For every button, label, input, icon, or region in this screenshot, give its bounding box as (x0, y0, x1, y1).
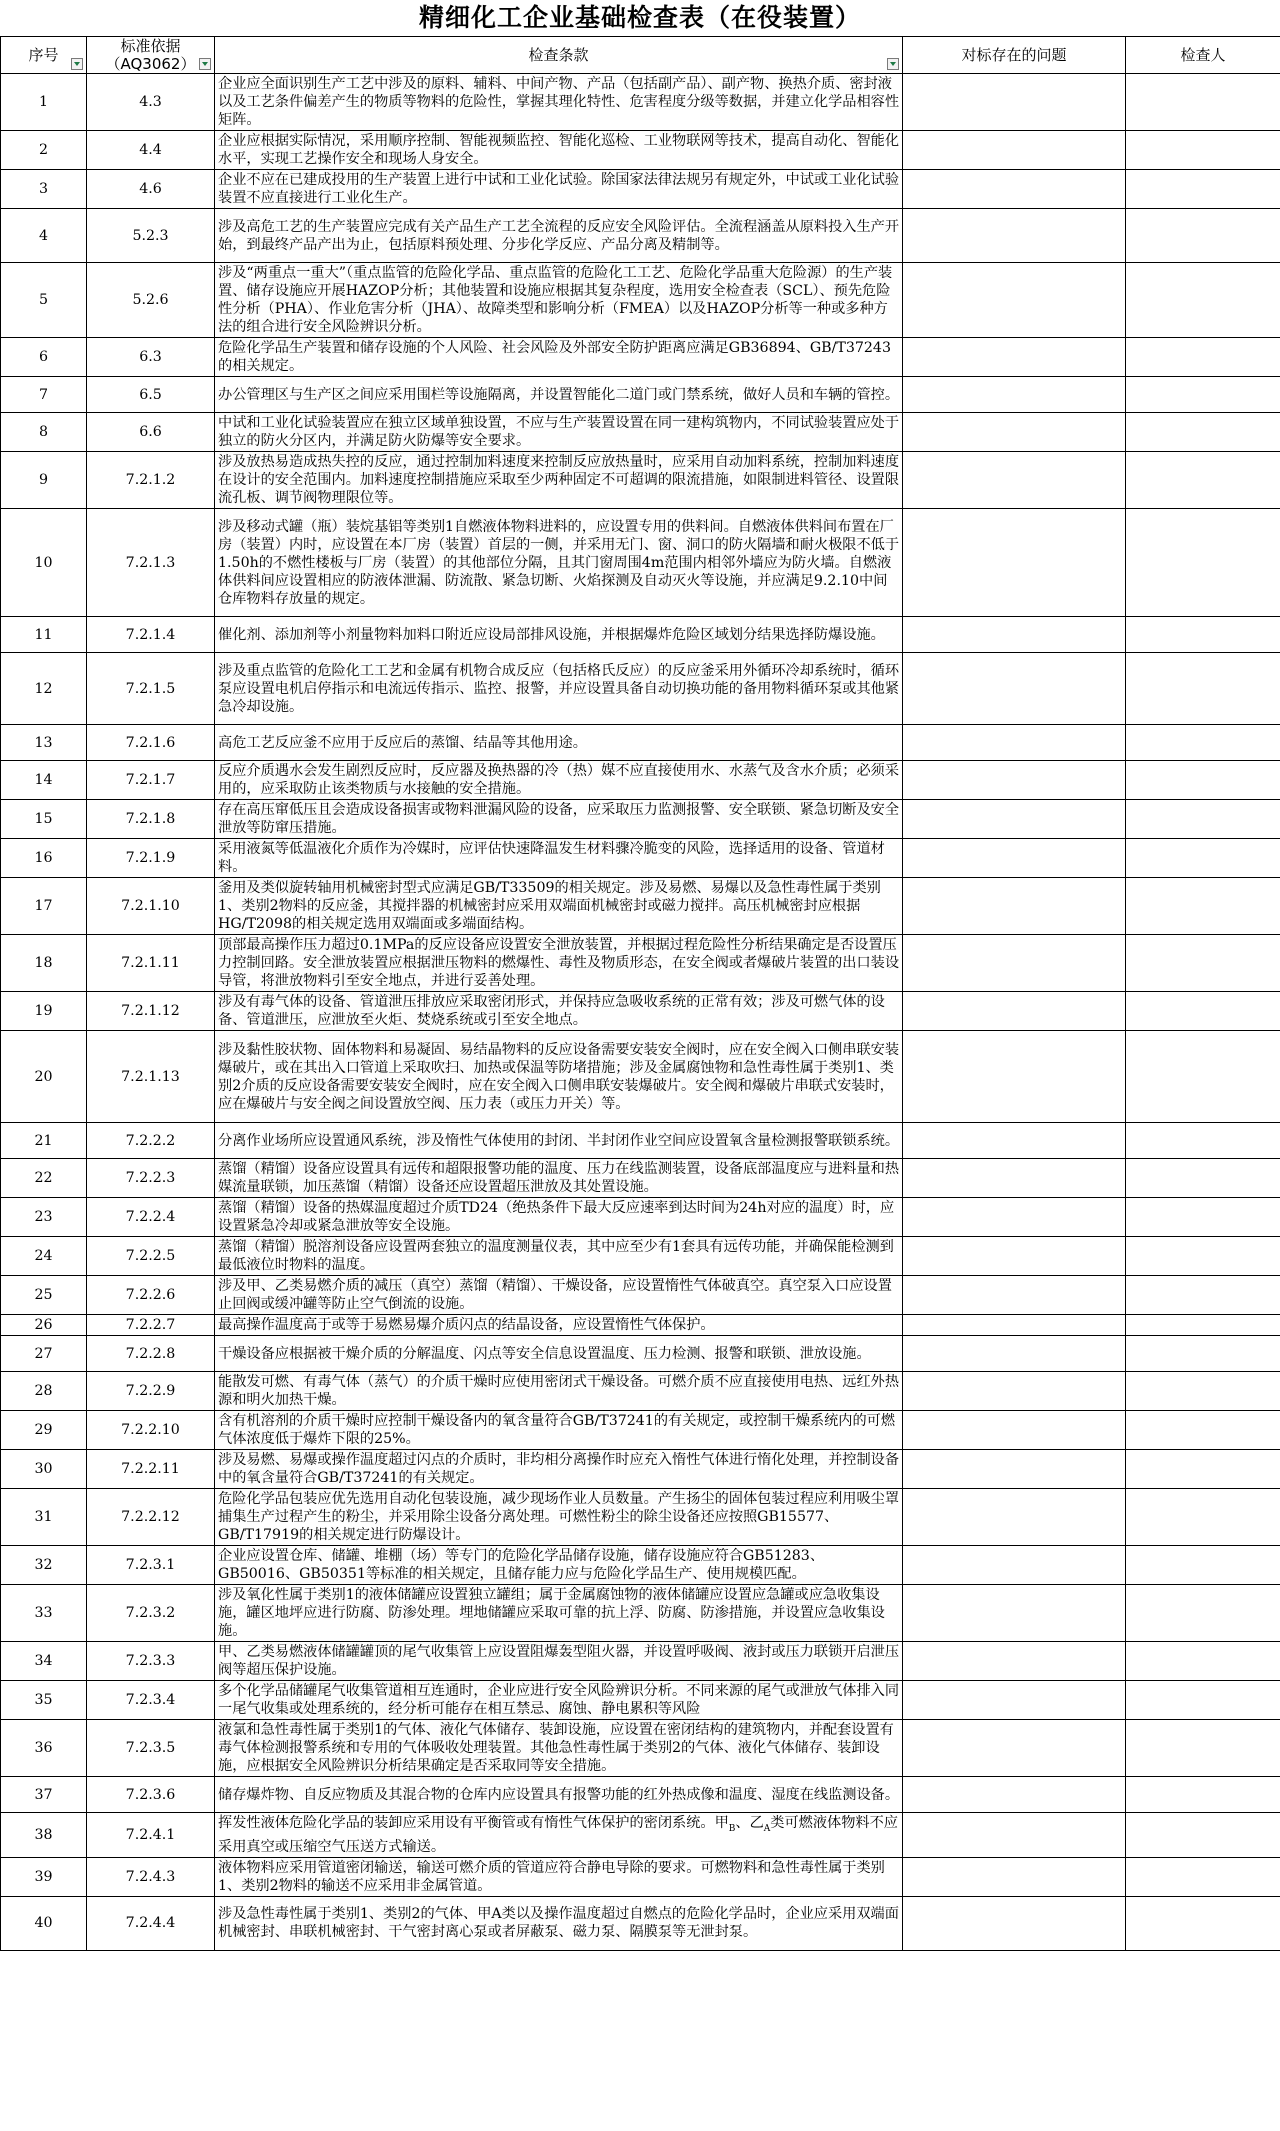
table-row (1, 1585, 1280, 1642)
issue-input-cell[interactable] (903, 1489, 1126, 1546)
clause-text-cell: 高危工艺反应釜不应用于反应后的蒸馏、结晶等其他用途。 (215, 725, 903, 761)
issue-input-cell[interactable] (903, 1546, 1126, 1585)
standard-ref-cell: 7.2.2.5 (87, 1237, 215, 1276)
row-number-cell: 31 (1, 1489, 87, 1546)
clause-text-cell: 企业不应在已建成投用的生产装置上进行中试和工业化试验。除国家法律法规另有规定外，中试或工业化试验装置不应直接进行工业化生产。 (215, 170, 903, 209)
issue-input-cell[interactable] (903, 1031, 1126, 1123)
checker-input-cell[interactable] (1126, 74, 1280, 131)
row-number-cell: 19 (1, 992, 87, 1031)
issue-input-cell[interactable] (903, 761, 1126, 800)
checker-input-cell[interactable] (1126, 1777, 1280, 1813)
issue-input-cell[interactable] (903, 209, 1126, 263)
checker-input-cell[interactable] (1126, 413, 1280, 452)
row-number-cell: 29 (1, 1411, 87, 1450)
checker-input-cell[interactable] (1126, 1585, 1280, 1642)
issue-input-cell[interactable] (903, 935, 1126, 992)
standard-ref-cell: 7.2.1.6 (87, 725, 215, 761)
standard-ref-cell: 7.2.4.3 (87, 1857, 215, 1896)
issue-input-cell[interactable] (903, 452, 1126, 509)
checker-input-cell[interactable] (1126, 1896, 1280, 1950)
clause-text-cell: 顶部最高操作压力超过0.1MPa的反应设备应设置安全泄放装置，并根据过程危险性分析结果确定是否设置压力控制回路。安全泄放装置应根据泄压物料的燃爆性、毒性及物质形态，在安全阀或者爆破片装置的出口装设导管，将泄放物料引至安全地点，并进行妥善处理。 (215, 935, 903, 992)
standard-ref-cell: 7.2.2.7 (87, 1315, 215, 1336)
standard-ref-cell: 4.6 (87, 170, 215, 209)
issue-input-cell[interactable] (903, 1123, 1126, 1159)
checker-input-cell[interactable] (1126, 935, 1280, 992)
checker-input-cell[interactable] (1126, 1276, 1280, 1315)
table-row (1, 1720, 1280, 1777)
clause-text-cell: 干燥设备应根据被干燥介质的分解温度、闪点等安全信息设置温度、压力检测、报警和联锁、泄放设施。 (215, 1336, 903, 1372)
standard-ref-cell: 7.2.2.3 (87, 1159, 215, 1198)
row-number-cell: 2 (1, 131, 87, 170)
table-row (1, 1276, 1280, 1315)
standard-ref-cell: 7.2.1.5 (87, 653, 215, 725)
header-standard-label: 标准依据 （AQ3062） (105, 37, 196, 73)
issue-input-cell[interactable] (903, 1813, 1126, 1858)
clause-text-cell: 分离作业场所应设置通风系统，涉及惰性气体使用的封闭、半封闭作业空间应设置氧含量检测报警联锁系统。 (215, 1123, 903, 1159)
checker-input-cell[interactable] (1126, 1315, 1280, 1336)
standard-ref-cell: 7.2.3.5 (87, 1720, 215, 1777)
issue-input-cell[interactable] (903, 170, 1126, 209)
standard-ref-cell: 7.2.2.4 (87, 1198, 215, 1237)
standard-ref-cell: 5.2.6 (87, 263, 215, 338)
clause-text-cell: 涉及有毒气体的设备、管道泄压排放应采取密闭形式，并保持应急吸收系统的正常有效；涉及可燃气体的设备、管道泄压，应泄放至火炬、焚烧系统或引至安全地点。 (215, 992, 903, 1031)
checker-input-cell[interactable] (1126, 1372, 1280, 1411)
inspection-table (0, 36, 1280, 1951)
issue-input-cell[interactable] (903, 1237, 1126, 1276)
table-row (1, 263, 1280, 338)
header-checker-label: 检查人 (1180, 46, 1226, 64)
clause-text-cell: 涉及甲、乙类易燃介质的减压（真空）蒸馏（精馏）、干燥设备，应设置惰性气体破真空。真空泵入口应设置止回阀或缓冲罐等防止空气倒流的设施。 (215, 1276, 903, 1315)
table-row (1, 1489, 1280, 1546)
clause-text-cell: 储存爆炸物、自反应物质及其混合物的仓库内应设置具有报警功能的红外热成像和温度、湿度在线监测设备。 (215, 1777, 903, 1813)
clause-text-cell: 最高操作温度高于或等于易燃易爆介质闪点的结晶设备，应设置惰性气体保护。 (215, 1315, 903, 1336)
table-row (1, 1372, 1280, 1411)
row-number-cell: 4 (1, 209, 87, 263)
issue-input-cell[interactable] (903, 1681, 1126, 1720)
issue-input-cell[interactable] (903, 263, 1126, 338)
row-number-cell: 9 (1, 452, 87, 509)
checker-input-cell[interactable] (1126, 1546, 1280, 1585)
header-standard[interactable] (87, 37, 215, 74)
subscript: A (763, 1823, 771, 1834)
filter-dropdown-icon[interactable] (887, 58, 899, 70)
row-number-cell: 18 (1, 935, 87, 992)
table-row (1, 1857, 1280, 1896)
issue-input-cell[interactable] (903, 1336, 1126, 1372)
standard-ref-cell: 7.2.2.12 (87, 1489, 215, 1546)
checker-input-cell[interactable] (1126, 1450, 1280, 1489)
standard-ref-cell: 4.4 (87, 131, 215, 170)
standard-ref-cell: 7.2.1.13 (87, 1031, 215, 1123)
clause-text-cell: 反应介质遇水会发生剧烈反应时，反应器及换热器的冷（热）媒不应直接使用水、水蒸气及含水介质；必须采用的，应采取防止该类物质与水接触的安全措施。 (215, 761, 903, 800)
issue-input-cell[interactable] (903, 413, 1126, 452)
standard-ref-cell: 7.2.3.2 (87, 1585, 215, 1642)
clause-text-cell: 涉及急性毒性属于类别1、类别2的气体、甲A类以及操作温度超过自燃点的危险化学品时，企业应采用双端面机械密封、串联机械密封、干气密封离心泵或者屏蔽泵、磁力泵、隔膜泵等无泄封泵。 (215, 1896, 903, 1950)
checker-input-cell[interactable] (1126, 1198, 1280, 1237)
checker-input-cell[interactable] (1126, 839, 1280, 878)
checker-input-cell[interactable] (1126, 1123, 1280, 1159)
standard-ref-cell: 7.2.1.10 (87, 878, 215, 935)
standard-ref-cell: 6.5 (87, 377, 215, 413)
row-number-cell: 39 (1, 1857, 87, 1896)
table-row (1, 1896, 1280, 1950)
checker-input-cell[interactable] (1126, 338, 1280, 377)
table-row (1, 1411, 1280, 1450)
issue-input-cell[interactable] (903, 1585, 1126, 1642)
clause-text-cell: 采用液氮等低温液化介质作为冷媒时，应评估快速降温发生材料骤冷脆变的风险，选择适用的设备、管道材料。 (215, 839, 903, 878)
page-title: 精细化工企业基础检查表（在役装置） (418, 3, 861, 32)
checker-input-cell[interactable] (1126, 452, 1280, 509)
standard-ref-cell: 6.6 (87, 413, 215, 452)
issue-input-cell[interactable] (903, 1777, 1126, 1813)
filter-dropdown-icon[interactable] (199, 58, 211, 70)
standard-ref-cell: 7.2.1.2 (87, 452, 215, 509)
clause-text-cell: 蒸馏（精馏）脱溶剂设备应设置两套独立的温度测量仪表，其中应至少有1套具有远传功能，并确保能检测到最低液位时物料的温度。 (215, 1237, 903, 1276)
standard-ref-cell: 7.2.1.7 (87, 761, 215, 800)
clause-text-cell: 涉及高危工艺的生产装置应完成有关产品生产工艺全流程的反应安全风险评估。全流程涵盖从原料投入生产开始，到最终产品产出为止，包括原料预处理、分步化学反应、产品分离及精制等。 (215, 209, 903, 263)
checker-input-cell[interactable] (1126, 1813, 1280, 1858)
row-number-cell: 36 (1, 1720, 87, 1777)
table-row (1, 131, 1280, 170)
checker-input-cell[interactable] (1126, 1857, 1280, 1896)
table-row (1, 209, 1280, 263)
issue-input-cell[interactable] (903, 653, 1126, 725)
row-number-cell: 6 (1, 338, 87, 377)
row-number-cell: 15 (1, 800, 87, 839)
issue-input-cell[interactable] (903, 74, 1126, 131)
issue-input-cell[interactable] (903, 1450, 1126, 1489)
row-number-cell: 28 (1, 1372, 87, 1411)
row-number-cell: 1 (1, 74, 87, 131)
checker-input-cell[interactable] (1126, 1489, 1280, 1546)
issue-input-cell[interactable] (903, 1857, 1126, 1896)
row-number-cell: 35 (1, 1681, 87, 1720)
checker-input-cell[interactable] (1126, 131, 1280, 170)
issue-input-cell[interactable] (903, 1411, 1126, 1450)
standard-ref-cell: 7.2.1.4 (87, 617, 215, 653)
issue-input-cell[interactable] (903, 338, 1126, 377)
standard-ref-cell: 7.2.3.4 (87, 1681, 215, 1720)
standard-ref-cell: 4.3 (87, 74, 215, 131)
row-number-cell: 40 (1, 1896, 87, 1950)
checker-input-cell[interactable] (1126, 1031, 1280, 1123)
standard-ref-cell: 7.2.3.3 (87, 1642, 215, 1681)
issue-input-cell[interactable] (903, 1276, 1126, 1315)
standard-ref-cell: 5.2.3 (87, 209, 215, 263)
checker-input-cell[interactable] (1126, 377, 1280, 413)
table-row (1, 992, 1280, 1031)
clause-text-cell: 企业应设置仓库、储罐、堆棚（场）等专门的危险化学品储存设施，储存设施应符合GB51283、GB50016、GB50351等标准的相关规定，且储存能力应与危险化学品生产、使用规模匹配。 (215, 1546, 903, 1585)
header-row (1, 37, 1280, 74)
row-number-cell: 30 (1, 1450, 87, 1489)
header-clause[interactable] (215, 37, 903, 74)
issue-input-cell[interactable] (903, 1372, 1126, 1411)
clause-text-cell: 企业应根据实际情况，采用顺序控制、智能视频监控、智能化巡检、工业物联网等技术，提高自动化、智能化水平，实现工艺操作安全和现场人身安全。 (215, 131, 903, 170)
clause-text-cell: 办公管理区与生产区之间应采用围栏等设施隔离，并设置智能化二道门或门禁系统，做好人员和车辆的管控。 (215, 377, 903, 413)
standard-ref-cell: 7.2.2.11 (87, 1450, 215, 1489)
clause-text-cell: 多个化学品储罐尾气收集管道相互连通时，企业应进行安全风险辨识分析。不同来源的尾气或泄放气体排入同一尾气收集或处理系统的，经分析可能存在相互禁忌、腐蚀、静电累积等风险 (215, 1681, 903, 1720)
table-row (1, 1031, 1280, 1123)
standard-ref-cell: 7.2.2.9 (87, 1372, 215, 1411)
clause-text-cell: 中试和工业化试验装置应在独立区域单独设置，不应与生产装置设置在同一建构筑物内，不同试验装置应处于独立的防火分区内，并满足防火防爆等安全要求。 (215, 413, 903, 452)
clause-text-cell: 甲、乙类易燃液体储罐罐顶的尾气收集管上应设置阻爆轰型阻火器，并设置呼吸阀、液封或压力联锁开启泄压阀等超压保护设施。 (215, 1642, 903, 1681)
header-no-label: 序号 (28, 46, 59, 64)
clause-text-cell: 催化剂、添加剂等小剂量物料加料口附近应设局部排风设施，并根据爆炸危险区域划分结果选择防爆设施。 (215, 617, 903, 653)
issue-input-cell[interactable] (903, 878, 1126, 935)
standard-ref-cell: 7.2.1.3 (87, 509, 215, 617)
clause-text-cell: 涉及重点监管的危险化工工艺和金属有机物合成反应（包括格氏反应）的反应釜采用外循环冷却系统时，循环泵应设置电机启停指示和电流远传指示、监控、报警，并应设置具备自动切换功能的备用物料循环泵或其他紧急冷却设施。 (215, 653, 903, 725)
issue-input-cell[interactable] (903, 1642, 1126, 1681)
standard-ref-cell: 7.2.1.9 (87, 839, 215, 878)
standard-ref-cell: 7.2.1.12 (87, 992, 215, 1031)
clause-text-cell: 液体物料应采用管道密闭输送，输送可燃介质的管道应符合静电导除的要求。可燃物料和急性毒性属于类别1、类别2物料的输送不应采用非金属管道。 (215, 1857, 903, 1896)
row-number-cell: 16 (1, 839, 87, 878)
clause-text-cell: 蒸馏（精馏）设备的热媒温度超过介质TD24（绝热条件下最大反应速率到达时间为24h对应的温度）时，应设置紧急冷却或紧急泄放等安全设施。 (215, 1198, 903, 1237)
clause-text-cell: 液氯和急性毒性属于类别1的气体、液化气体储存、装卸设施，应设置在密闭结构的建筑物内，并配套设置有毒气体检测报警系统和专用的气体吸收处理装置。其他急性毒性属于类别2的气体、液化气体储存、装卸设施，应根据安全风险辨识分析结果确定是否采取同等安全措施。 (215, 1720, 903, 1777)
header-issue (903, 37, 1126, 74)
standard-ref-cell: 7.2.4.1 (87, 1813, 215, 1858)
row-number-cell: 5 (1, 263, 87, 338)
table-body (1, 74, 1280, 1951)
table-row (1, 1315, 1280, 1336)
issue-input-cell[interactable] (903, 1315, 1126, 1336)
row-number-cell: 23 (1, 1198, 87, 1237)
clause-text-cell: 危险化学品包装应优先选用自动化包装设施，减少现场作业人员数量。产生扬尘的固体包装过程应利用吸尘罩捕集生产过程产生的粉尘，并采用除尘设备分离处理。可燃性粉尘的除尘设备还应按照GB15577、GB/T17919的相关规定进行防爆设计。 (215, 1489, 903, 1546)
row-number-cell: 24 (1, 1237, 87, 1276)
table-row (1, 1450, 1280, 1489)
checker-input-cell[interactable] (1126, 1336, 1280, 1372)
table-row (1, 74, 1280, 131)
standard-ref-cell: 7.2.3.6 (87, 1777, 215, 1813)
issue-input-cell[interactable] (903, 1720, 1126, 1777)
header-checker (1126, 37, 1280, 74)
checker-input-cell[interactable] (1126, 992, 1280, 1031)
row-number-cell: 11 (1, 617, 87, 653)
table-row (1, 377, 1280, 413)
row-number-cell: 3 (1, 170, 87, 209)
checker-input-cell[interactable] (1126, 617, 1280, 653)
row-number-cell: 21 (1, 1123, 87, 1159)
row-number-cell: 32 (1, 1546, 87, 1585)
issue-input-cell[interactable] (903, 617, 1126, 653)
clause-text-cell: 釜用及类似旋转轴用机械密封型式应满足GB/T33509的相关规定。涉及易燃、易爆以及急性毒性属于类别1、类别2物料的反应釜，其搅拌器的机械密封应采用双端面机械密封或磁力搅拌。高压机械密封应根据HG/T2098的相关规定选用双端面或多端面结构。 (215, 878, 903, 935)
table-row (1, 1681, 1280, 1720)
checker-input-cell[interactable] (1126, 1159, 1280, 1198)
table-row (1, 800, 1280, 839)
table-row (1, 1777, 1280, 1813)
checker-input-cell[interactable] (1126, 1681, 1280, 1720)
row-number-cell: 12 (1, 653, 87, 725)
table-row (1, 413, 1280, 452)
standard-ref-cell: 7.2.3.1 (87, 1546, 215, 1585)
filter-dropdown-icon[interactable] (71, 58, 83, 70)
standard-ref-cell: 6.3 (87, 338, 215, 377)
checker-input-cell[interactable] (1126, 878, 1280, 935)
table-row (1, 1123, 1280, 1159)
row-number-cell: 10 (1, 509, 87, 617)
checker-input-cell[interactable] (1126, 1642, 1280, 1681)
row-number-cell: 22 (1, 1159, 87, 1198)
clause-text-cell: 企业应全面识别生产工艺中涉及的原料、辅料、中间产物、产品（包括副产品）、副产物、换热介质、密封液以及工艺条件偏差产生的物质等物料的危险性，掌握其理化特性、危害程度分级等数据，并建立化学品相容性矩阵。 (215, 74, 903, 131)
checker-input-cell[interactable] (1126, 653, 1280, 725)
header-issue-label: 对标存在的问题 (961, 46, 1067, 64)
issue-input-cell[interactable] (903, 725, 1126, 761)
table-row (1, 1237, 1280, 1276)
issue-input-cell[interactable] (903, 131, 1126, 170)
clause-text-cell: 含有机溶剂的介质干燥时应控制干燥设备内的氧含量符合GB/T37241的有关规定，或控制干燥系统内的可燃气体浓度低于爆炸下限的25%。 (215, 1411, 903, 1450)
table-row (1, 935, 1280, 992)
table-row (1, 878, 1280, 935)
table-row (1, 1642, 1280, 1681)
issue-input-cell[interactable] (903, 992, 1126, 1031)
table-row (1, 1336, 1280, 1372)
standard-ref-cell: 7.2.1.11 (87, 935, 215, 992)
table-row (1, 653, 1280, 725)
row-number-cell: 25 (1, 1276, 87, 1315)
clause-text-cell: 危险化学品生产装置和储存设施的个人风险、社会风险及外部安全防护距离应满足GB36894、GB/T37243的相关规定。 (215, 338, 903, 377)
checker-input-cell[interactable] (1126, 1720, 1280, 1777)
clause-text-cell: 涉及放热易造成热失控的反应，通过控制加料速度来控制反应放热量时，应采用自动加料系统，控制加料速度在设计的安全范围内。加料速度控制措施应采取至少两种固定不可超调的限流措施，如限制进料管径、设置限流孔板、调节阀物理限位等。 (215, 452, 903, 509)
row-number-cell: 27 (1, 1336, 87, 1372)
table-row (1, 1198, 1280, 1237)
row-number-cell: 38 (1, 1813, 87, 1858)
issue-input-cell[interactable] (903, 1159, 1126, 1198)
checker-input-cell[interactable] (1126, 800, 1280, 839)
row-number-cell: 26 (1, 1315, 87, 1336)
table-row (1, 725, 1280, 761)
issue-input-cell[interactable] (903, 800, 1126, 839)
clause-text-cell: 涉及易燃、易爆或操作温度超过闪点的介质时，非均相分离操作时应充入惰性气体进行惰化处理，并控制设备中的氧含量符合GB/T37241的有关规定。 (215, 1450, 903, 1489)
checker-input-cell[interactable] (1126, 1411, 1280, 1450)
table-row (1, 839, 1280, 878)
issue-input-cell[interactable] (903, 509, 1126, 617)
standard-ref-cell: 7.2.4.4 (87, 1896, 215, 1950)
table-row (1, 1159, 1280, 1198)
table-row (1, 338, 1280, 377)
row-number-cell: 33 (1, 1585, 87, 1642)
table-row (1, 509, 1280, 617)
checker-input-cell[interactable] (1126, 209, 1280, 263)
clause-text-cell: 蒸馏（精馏）设备应设置具有远传和超限报警功能的温度、压力在线监测装置，设备底部温度应与进料量和热媒流量联锁，加压蒸馏（精馏）设备还应设置超压泄放及其处置设施。 (215, 1159, 903, 1198)
checker-input-cell[interactable] (1126, 761, 1280, 800)
checker-input-cell[interactable] (1126, 1237, 1280, 1276)
row-number-cell: 7 (1, 377, 87, 413)
standard-ref-cell: 7.2.2.10 (87, 1411, 215, 1450)
issue-input-cell[interactable] (903, 377, 1126, 413)
clause-text-cell: 涉及移动式罐（瓶）装烷基铝等类别1自燃液体物料进料的，应设置专用的供料间。自燃液体供料间布置在厂房（装置）内时，应设置在本厂房（装置）首层的一侧，并采用无门、窗、洞口的防火隔墙和耐火极限不低于1.50h的不燃性楼板与厂房（装置）的其他部位分隔，且其门窗周围4m范围内相邻外墙应为防火墙。自燃液体供料间应设置相应的防液体泄漏、防流散、紧急切断、火焰探测及自动灭火等设施，并应满足9.2.10中间仓库物料存放量的规定。 (215, 509, 903, 617)
row-number-cell: 17 (1, 878, 87, 935)
subscript: B (728, 1823, 736, 1834)
standard-ref-cell: 7.2.2.2 (87, 1123, 215, 1159)
header-no[interactable] (1, 37, 87, 74)
clause-text-cell: 涉及氧化性属于类别1的液体储罐应设置独立罐组；属于金属腐蚀物的液体储罐应设置应急罐或应急收集设施，罐区地坪应进行防腐、防渗处理。埋地储罐应采取可靠的抗上浮、防腐、防渗措施，并设置应急收集设施。 (215, 1585, 903, 1642)
checker-input-cell[interactable] (1126, 170, 1280, 209)
header-clause-label: 检查条款 (528, 46, 589, 64)
table-row (1, 452, 1280, 509)
clause-text-cell: 涉及黏性胶状物、固体物料和易凝固、易结晶物料的反应设备需要安装安全阀时，应在安全阀入口侧串联安装爆破片，或在其出入口管道上采取吹扫、加热或保温等防堵措施；涉及金属腐蚀物和急性毒性属于类别1、类别2介质的反应设备需要安装安全阀时，应在安全阀入口侧串联安装爆破片。安全阀和爆破片串联式安装时，应在爆破片与安全阀之间设置放空阀、压力表（或压力开关）等。 (215, 1031, 903, 1123)
table-row (1, 617, 1280, 653)
clause-text-cell: 涉及“两重点一重大”（重点监管的危险化学品、重点监管的危险化工工艺、危险化学品重大危险源）的生产装置、储存设施应开展HAZOP分析；其他装置和设施应根据其复杂程度，选用安全检查表（SCL）、预先危险性分析（PHA）、作业危害分析（JHA）、故障类型和影响分析（FMEA）以及HAZOP分析等一种或多种方法的组合进行安全风险辨识分析。 (215, 263, 903, 338)
table-row (1, 761, 1280, 800)
clause-text-cell: 存在高压窜低压且会造成设备损害或物料泄漏风险的设备，应采取压力监测报警、安全联锁、紧急切断及安全泄放等防窜压措施。 (215, 800, 903, 839)
clause-text-cell: 能散发可燃、有毒气体（蒸气）的介质干燥时应使用密闭式干燥设备。可燃介质不应直接使用电热、远红外热源和明火加热干燥。 (215, 1372, 903, 1411)
row-number-cell: 20 (1, 1031, 87, 1123)
table-row (1, 1813, 1280, 1858)
clause-text-cell: 挥发性液体危险化学品的装卸应采用设有平衡管或有惰性气体保护的密闭系统。甲$_B$、乙$_A$类可燃液体物料不应采用真空或压缩空气压送方式输送。 (215, 1813, 903, 1858)
row-number-cell: 34 (1, 1642, 87, 1681)
issue-input-cell[interactable] (903, 839, 1126, 878)
checker-input-cell[interactable] (1126, 263, 1280, 338)
table-row (1, 1546, 1280, 1585)
checker-input-cell[interactable] (1126, 725, 1280, 761)
row-number-cell: 37 (1, 1777, 87, 1813)
table-row (1, 170, 1280, 209)
standard-ref-cell: 7.2.1.8 (87, 800, 215, 839)
issue-input-cell[interactable] (903, 1896, 1126, 1950)
row-number-cell: 13 (1, 725, 87, 761)
row-number-cell: 8 (1, 413, 87, 452)
issue-input-cell[interactable] (903, 1198, 1126, 1237)
standard-ref-cell: 7.2.2.6 (87, 1276, 215, 1315)
standard-ref-cell: 7.2.2.8 (87, 1336, 215, 1372)
checker-input-cell[interactable] (1126, 509, 1280, 617)
row-number-cell: 14 (1, 761, 87, 800)
